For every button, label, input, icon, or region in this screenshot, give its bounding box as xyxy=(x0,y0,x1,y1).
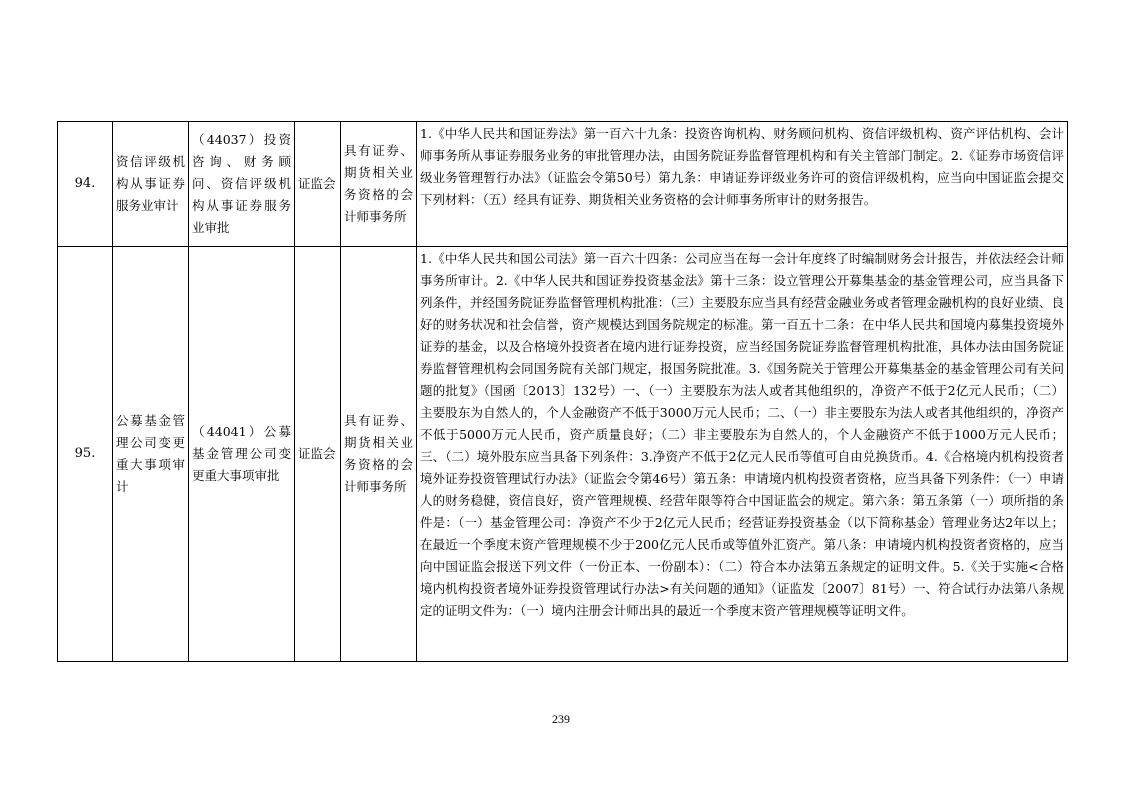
table-row xyxy=(58,122,1068,247)
table-row xyxy=(58,247,1068,662)
department: 证监会 xyxy=(295,247,341,662)
qualification: 具有证券、期货相关业务资格的会计师事务所 xyxy=(341,122,417,247)
audit-item-name: 资信评级机构从事证券服务业审计 xyxy=(113,122,189,247)
page-number: 239 xyxy=(552,712,570,726)
audit-item-name: 公募基金管理公司变更重大事项审计 xyxy=(113,247,189,662)
row-number: 94. xyxy=(58,122,113,247)
legal-basis: 1.《中华人民共和国公司法》第一百六十四条：公司应当在每一会计年度终了时编制财务会计报告，并依法经会计师事务所审计。2.《中华人民共和国证券投资基金法》第十三条：设立管理公开募集基金的基金管理公司，应当具备下列条件，并经国务院证券监督管理机构批准：（三）主要股东应当具有经营金融业务或者管理金融机构的良好业绩、良好的财务状况和社会信誉，资产规模达到国务院规定的标准。第一百五十二条：在中华人民共和国境内募集投资境外证券的基金，以及合格境外投资者在境内进行证券投资，应当经国务院证券监督管理机构批准，具体办法由国务院证券监督管理机构会同国务院有关部门规定，报国务院批准。3.《国务院关于管理公开募集基金的基金管理公司有关问题的批复》（国函〔2013〕132号）一、（一）主要股东为法人或者其他组织的，净资产不低于2亿元人民币；（二）主要股东为自然人的，个人金融资产不低于3000万元人民币；二、（一）非主要股东为法人或者其他组织的，净资产不低于5000万元人民币，资产质量良好；（二）非主要股东为自然人的，个人金融资产不低于1000万元人民币；三、（二）境外股东应当具备下列条件：3.净资产不低于2亿元人民币等值可自由兑换货币。4.《合格境内机构投资者境外证券投资管理试行办法》（证监会令第46号）第五条：申请境内机构投资者资格，应当具备下列条件：（一）申请人的财务稳健，资信良好，资产管理规模、经营年限等符合中国证监会的规定。第六条：第五条第（一）项所指的条件是：（一）基金管理公司：净资产不少于2亿元人民币；经营证券投资基金（以下简称基金）管理业务达2年以上；在最近一个季度末资产管理规模不少于200亿元人民币或等值外汇资产。第八条：申请境内机构投资者资格的，应当向中国证监会报送下列文件（一份正本、一份副本）：（二）符合本办法第五条规定的证明文件。5.《关于实施<合格境内机构投资者境外证券投资管理试行办法>有关问题的通知》（证监发〔2007〕81号）一、符合试行办法第八条规定的证明文件为：（一）境内注册会计师出具的最近一个季度末资产管理规模等证明文件。 xyxy=(417,247,1068,662)
approval-item: （44041）公募基金管理公司变更重大事项审批 xyxy=(189,247,295,662)
approval-item: （44037）投资咨询、财务顾问、资信评级机构从事证券服务业审批 xyxy=(189,122,295,247)
row-number: 95. xyxy=(58,247,113,662)
legal-basis: 1.《中华人民共和国证券法》第一百六十九条：投资咨询机构、财务顾问机构、资信评级机构、资产评估机构、会计师事务所从事证券服务业务的审批管理办法，由国务院证券监督管理机构和有关主管部门制定。2.《证券市场资信评级业务管理暂行办法》（证监会令第50号）第九条：申请证券评级业务许可的资信评级机构，应当向中国证监会提交下列材料：（五）经具有证券、期货相关业务资格的会计师事务所审计的财务报告。 xyxy=(417,122,1068,247)
department: 证监会 xyxy=(295,122,341,247)
regulation-table xyxy=(57,121,1068,662)
qualification: 具有证券、期货相关业务资格的会计师事务所 xyxy=(341,247,417,662)
